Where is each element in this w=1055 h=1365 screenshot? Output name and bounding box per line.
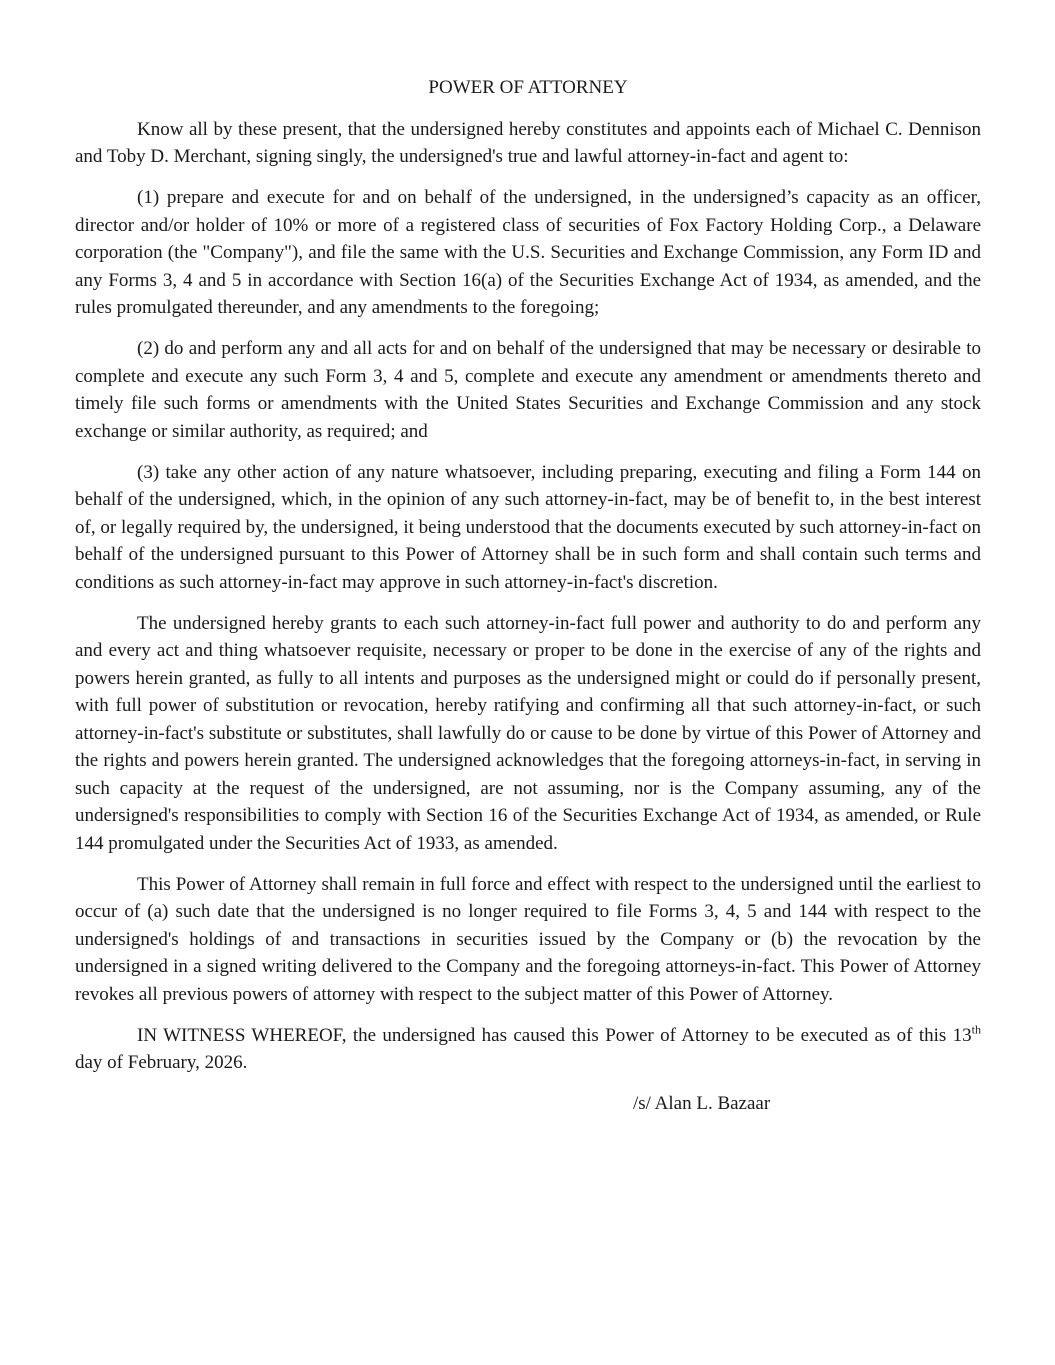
ordinal-suffix: th (971, 1022, 981, 1037)
document-title: POWER OF ATTORNEY (428, 77, 628, 98)
paragraph-appointment: Know all by these present, that the undersigned hereby constitutes and appoints each of Michael C. Dennison and Toby D. Merchant, signing singly, the undersigned's true and lawful attorney-in-fact and agent to: (75, 118, 981, 167)
paragraph-witness (75, 1022, 981, 1077)
paragraph-item-3: (3) take any other action of any nature whatsoever, including preparing, executing and filing a Form 144 on behalf of the undersigned, which, in the opinion of any such attorney-in-fact, may be of benefit to, in the best interest of, or legally required by, the undersigned, it being understood that the documents executed by such attorney-in-fact on behalf of the undersigned pursuant to this Power of Attorney shall be in such form and shall contain such terms and conditions as such attorney-in-fact may approve in such attorney-in-fact's discretion. (75, 461, 981, 593)
witness-date-text: day of February, 2026. (75, 1052, 248, 1073)
paragraph-item-1: (1) prepare and execute for and on behalf of the undersigned, in the undersigned’s capacity as an officer, director and/or holder of 10% or more of a registered class of securities of Fox Factory Holding Corp., a Delaware corporation (the "Company"), and file the same with the U.S. Securities and Exchange Commission, any Form ID and any Forms 3, 4 and 5 in accordance with Section 16(a) of the Securities Exchange Act of 1934, as amended, and the rules promulgated thereunder, and any amendments to the foregoing; (75, 187, 981, 318)
witness-text: IN WITNESS WHEREOF, the undersigned has caused this Power of Attorney to be executed as of this 13 (137, 1024, 972, 1046)
paragraph-grant-of-authority: The undersigned hereby grants to each such attorney-in-fact full power and authority to do and perform any and every act and thing whatsoever requisite, necessary or proper to be done in the exercise of any of the rights and powers herein granted, as fully to all intents and purposes as the undersigned might or could do if personally present, with full power of substitution or revocation, hereby ratifying and confirming all that such attorney-in-fact, or such attorney-in-fact's substitute or substitutes, shall lawfully do or cause to be done by virtue of this Power of Attorney and the rights and powers herein granted. The undersigned acknowledges that the foregoing attorneys-in-fact, in serving in such capacity at the request of the undersigned, are not assuming, nor is the Company assuming, any of the undersigned's responsibilities to comply with Section 16 of the Securities Exchange Act of 1934, as amended, or Rule 144 promulgated under the Securities Act of 1933, as amended. (75, 612, 981, 854)
paragraph-item-2: (2) do and perform any and all acts for and on behalf of the undersigned that may be necessary or desirable to complete and execute any such Form 3, 4 and 5, complete and execute any amendment or amendments thereto and timely file such forms or amendments with the United States Securities and Exchange Commission and any stock exchange or similar authority, as required; and (75, 338, 981, 442)
paragraph-duration: This Power of Attorney shall remain in full force and effect with respect to the undersigned until the earliest to occur of (a) such date that the undersigned is no longer required to file Forms 3, 4, 5 and 144 with respect to the undersigned's holdings of and transactions in securities issued by the Company or (b) the revocation by the undersigned in a signed writing delivered to the Company and the foregoing attorneys-in-fact. This Power of Attorney revokes all previous powers of attorney with respect to the subject matter of this Power of Attorney. (75, 873, 981, 1005)
signature-line: /s/ Alan L. Bazaar (633, 1093, 771, 1114)
document-page (75, 74, 981, 1118)
